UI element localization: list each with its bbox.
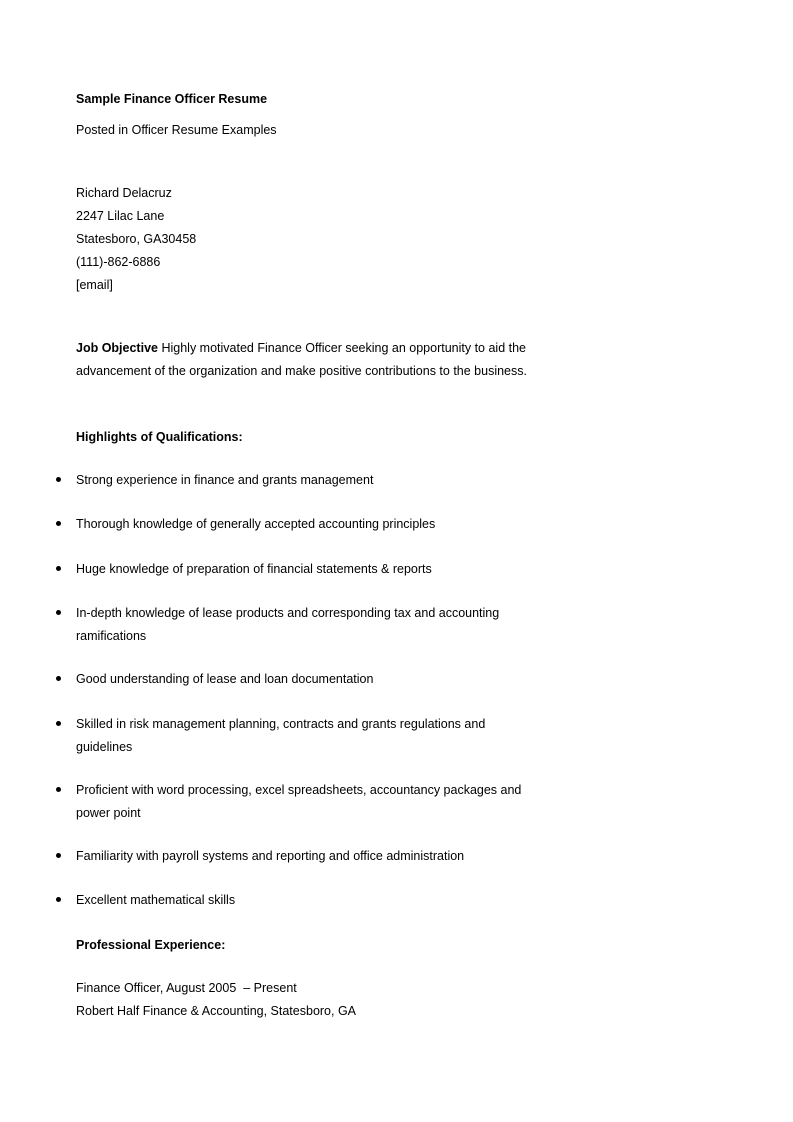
contact-email: [email] xyxy=(76,278,113,292)
bullet-icon xyxy=(56,853,61,858)
bullet-icon xyxy=(56,610,61,615)
job-objective xyxy=(76,337,536,383)
bullet-icon xyxy=(56,521,61,526)
list-item: Familiarity with payroll systems and reporting and office administration xyxy=(76,845,536,868)
bullet-icon xyxy=(56,721,61,726)
list-item: Thorough knowledge of generally accepted accounting principles xyxy=(76,513,536,536)
experience-position: Finance Officer, August 2005 – Present xyxy=(76,981,297,995)
contact-phone: (111)-862-6886 xyxy=(76,255,161,269)
bullet-icon xyxy=(56,787,61,792)
list-item: Strong experience in finance and grants management xyxy=(76,469,536,492)
contact-name: Richard Delacruz xyxy=(76,186,172,200)
bullet-icon xyxy=(56,676,61,681)
document-title: Sample Finance Officer Resume xyxy=(76,92,268,106)
bullet-icon xyxy=(56,897,61,902)
bullet-icon xyxy=(56,477,61,482)
contact-street: 2247 Lilac Lane xyxy=(76,209,165,223)
list-item: Proficient with word processing, excel spreadsheets, accountancy packages and power point xyxy=(76,779,536,825)
highlights-heading: Highlights of Qualifications: xyxy=(76,430,243,444)
job-objective-text: Highly motivated Finance Officer seeking an opportunity to aid the advancement of the organization and make positive contributions to the business. xyxy=(76,341,527,378)
list-item: Huge knowledge of preparation of financial statements & reports xyxy=(76,558,536,581)
list-item: Skilled in risk management planning, contracts and grants regulations and guidelines xyxy=(76,713,536,759)
job-objective-label: Job Objective xyxy=(76,341,158,355)
list-item: Excellent mathematical skills xyxy=(76,889,536,912)
posted-category: Posted in Officer Resume Examples xyxy=(76,123,277,137)
experience-company: Robert Half Finance & Accounting, Statesboro, GA xyxy=(76,1004,357,1018)
bullet-icon xyxy=(56,566,61,571)
list-item: In-depth knowledge of lease products and corresponding tax and accounting ramifications xyxy=(76,602,536,648)
list-item: Good understanding of lease and loan documentation xyxy=(76,668,536,691)
contact-city: Statesboro, GA30458 xyxy=(76,232,197,246)
experience-heading: Professional Experience: xyxy=(76,938,226,952)
